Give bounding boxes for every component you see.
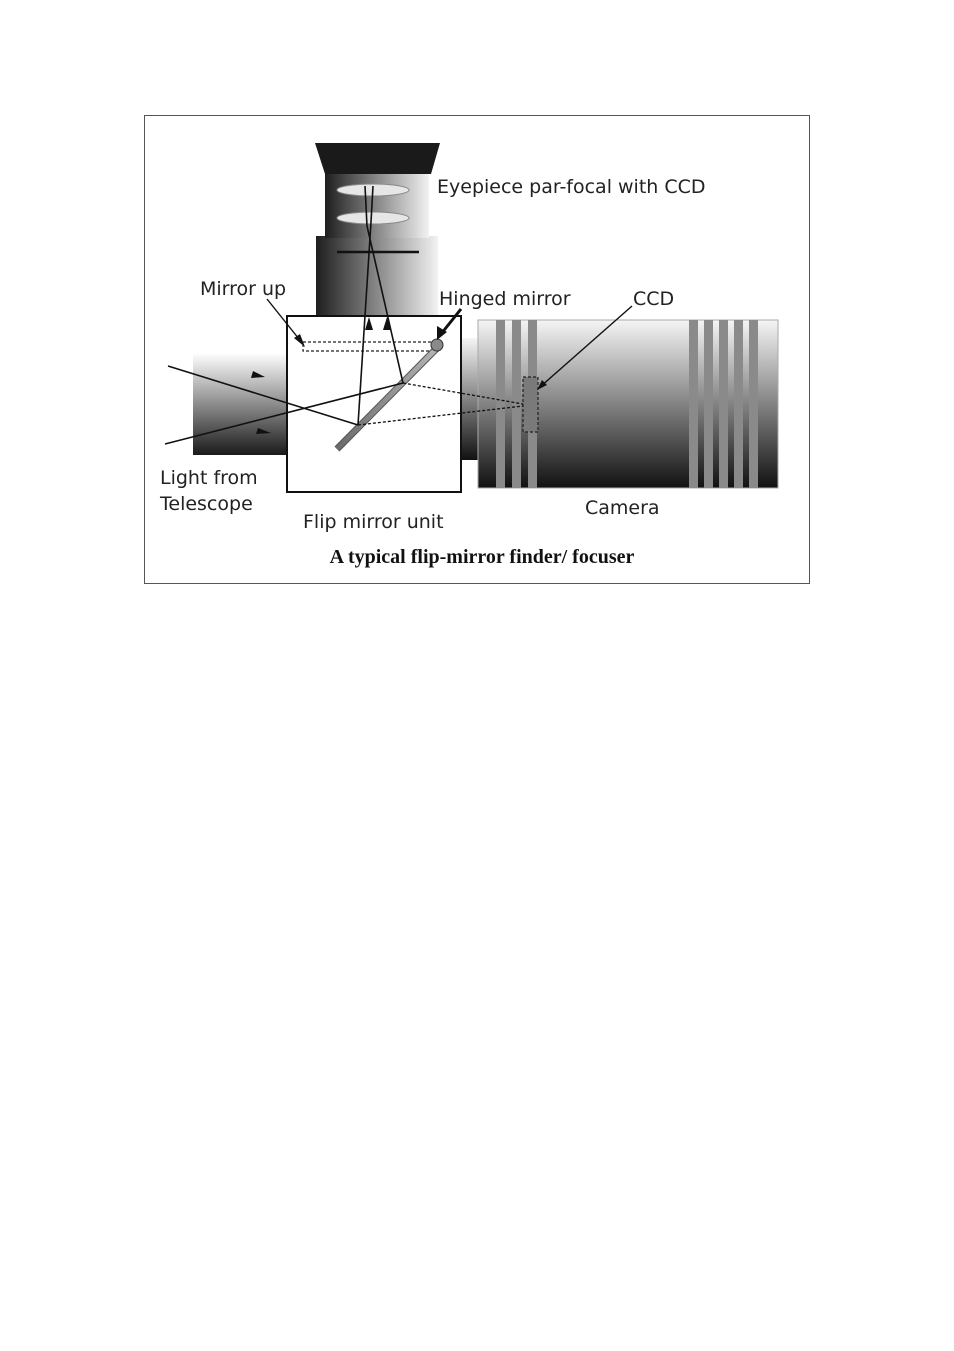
label-ccd: CCD: [633, 288, 675, 310]
telescope-tube: [193, 353, 289, 455]
label-eyepiece: Eyepiece par-focal with CCD: [437, 176, 706, 198]
label-hinged-mirror: Hinged mirror: [439, 288, 571, 310]
eyepiece: [315, 143, 440, 316]
label-telescope: Telescope: [160, 493, 253, 515]
label-mirror-up: Mirror up: [200, 278, 287, 300]
figure-caption: A typical flip-mirror finder/ focuser: [329, 546, 635, 568]
ccd-chip: [523, 377, 538, 432]
mirror-hinge: [431, 339, 443, 351]
label-light-from: Light from: [160, 467, 258, 489]
camera-body: [461, 320, 778, 488]
figure-frame: [144, 115, 810, 584]
flip-mirror-diagram: [145, 116, 809, 583]
mirror-up-outline: [303, 342, 439, 351]
label-camera: Camera: [585, 497, 660, 519]
label-flip-mirror-unit: Flip mirror unit: [303, 511, 444, 533]
